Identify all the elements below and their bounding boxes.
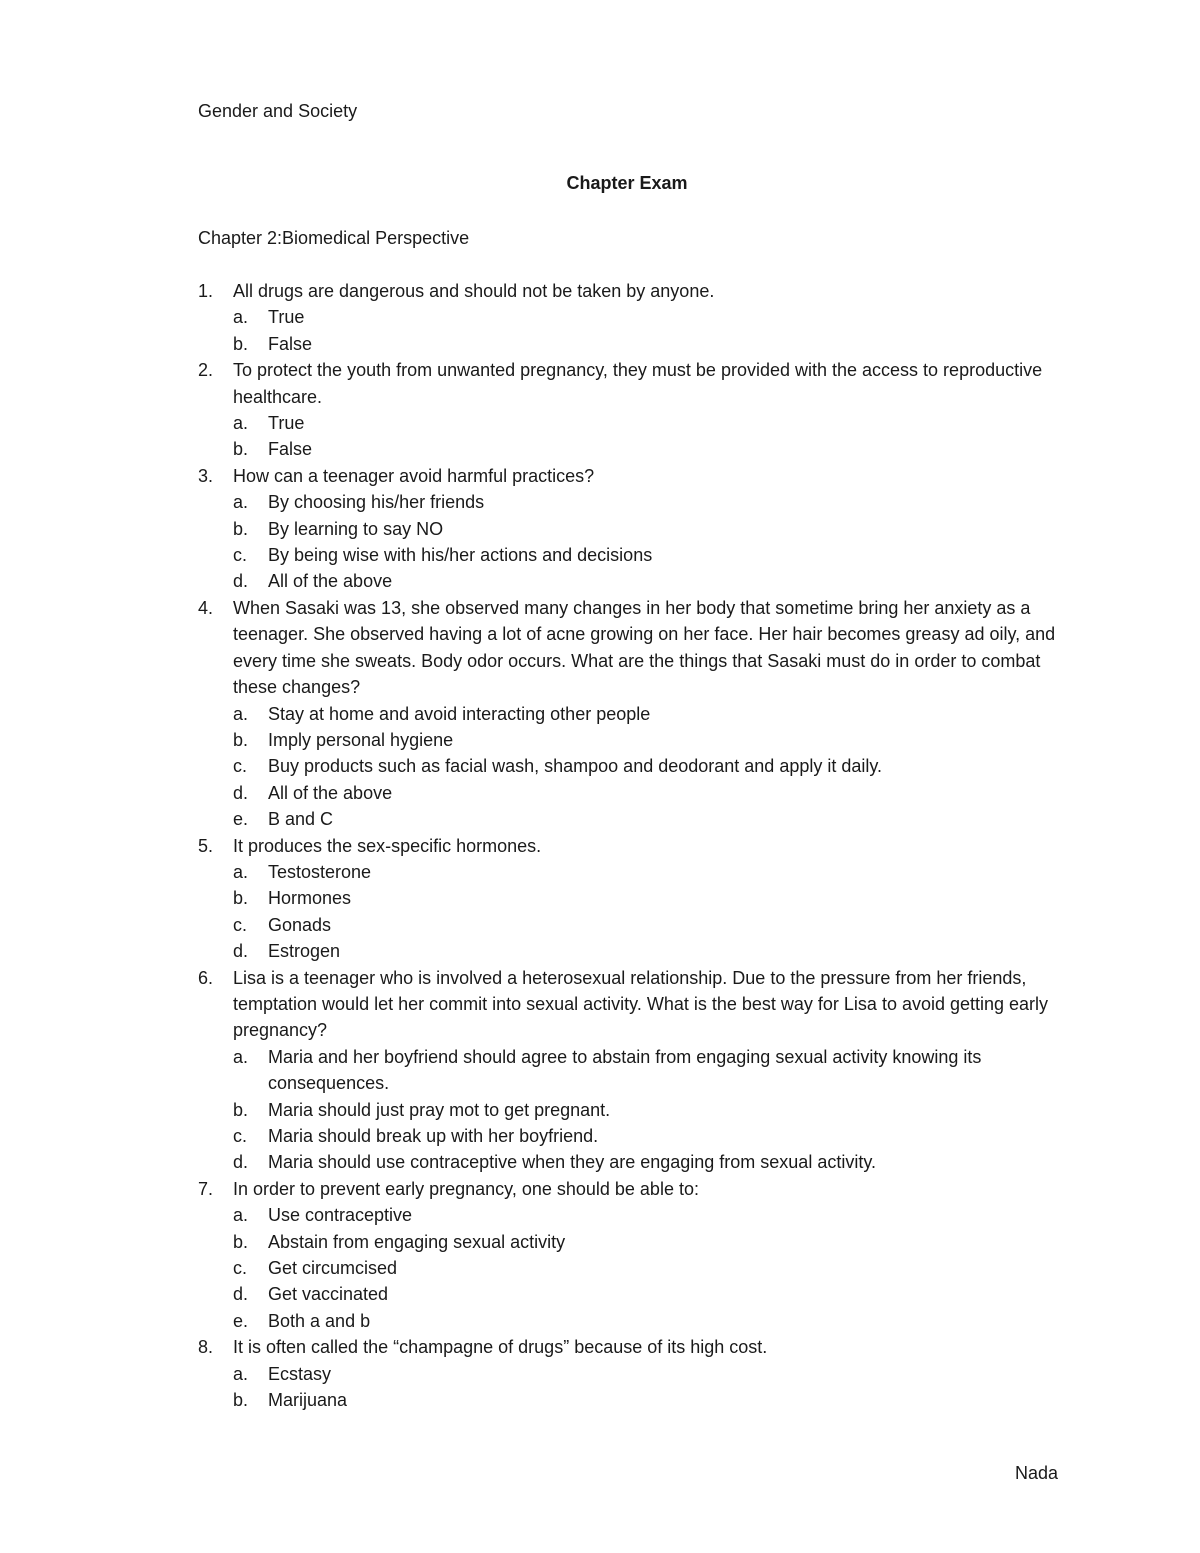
answer-option	[233, 516, 1068, 542]
option-letter: d.	[233, 782, 249, 803]
answer-option	[233, 885, 1068, 911]
option-letter: a.	[233, 1046, 249, 1067]
question-number: 8.	[198, 1337, 214, 1358]
option-text: All of the above	[268, 571, 393, 592]
option-letter: d.	[233, 1152, 249, 1173]
option-text: By choosing his/her friends	[268, 492, 485, 513]
answer-option	[233, 1387, 1068, 1413]
answer-option	[233, 436, 1068, 462]
answer-option	[233, 1255, 1068, 1281]
option-text: True	[268, 413, 305, 434]
page-title: Chapter Exam	[566, 173, 688, 193]
answer-option	[233, 1044, 1068, 1097]
answer-option	[233, 304, 1068, 330]
course-name: Gender and Society	[198, 101, 358, 121]
question-item	[198, 1176, 1068, 1334]
option-letter: c.	[233, 756, 248, 777]
option-letter: b.	[233, 518, 249, 539]
question-item	[198, 357, 1068, 463]
question-number: 4.	[198, 597, 214, 618]
question-item	[198, 965, 1068, 1176]
answer-option	[233, 1097, 1068, 1123]
option-text: Use contraceptive	[268, 1205, 413, 1226]
question-text: When Sasaki was 13, she observed many changes in her body that sometime bring her anxiety as a teenager. She observed having a lot of acne growing on her face. Her hair becomes greasy ad oily, and every time she sweats. Body odor occurs. What are the things that Sasaki must do in order to combat these changes?	[233, 597, 1056, 698]
option-letter: d.	[233, 571, 249, 592]
question-number: 5.	[198, 835, 214, 856]
answer-option	[233, 1149, 1068, 1175]
option-text: False	[268, 439, 313, 460]
option-list	[233, 1202, 1068, 1334]
option-text: Hormones	[268, 888, 352, 909]
question-text: Lisa is a teenager who is involved a heterosexual relationship. Due to the pressure from her friends, temptation would let her commit into sexual activity. What is the best way for Lisa to avoid getting early pregnancy?	[233, 967, 1049, 1041]
question-item	[198, 1334, 1068, 1413]
question-item	[198, 278, 1068, 357]
chapter-heading: Chapter 2:Biomedical Perspective	[198, 228, 470, 248]
question-number: 3.	[198, 465, 214, 486]
answer-option	[233, 489, 1068, 515]
option-text: Get circumcised	[268, 1258, 398, 1279]
option-list	[233, 701, 1068, 833]
option-letter: a.	[233, 703, 249, 724]
option-letter: b.	[233, 439, 249, 460]
option-text: Imply personal hygiene	[268, 729, 454, 750]
option-text: Estrogen	[268, 941, 341, 962]
answer-option	[233, 701, 1068, 727]
option-letter: a.	[233, 307, 249, 328]
option-text: By learning to say NO	[268, 518, 444, 539]
answer-option	[233, 568, 1068, 594]
question-item	[198, 595, 1068, 833]
option-text: Maria should break up with her boyfriend.	[268, 1126, 599, 1146]
question-number: 1.	[198, 281, 214, 301]
option-text: Maria should just pray mot to get pregnant.	[268, 1099, 611, 1120]
option-text: Both a and b	[268, 1310, 371, 1331]
question-number: 7.	[198, 1178, 214, 1199]
question-text: It produces the sex-specific hormones.	[233, 835, 542, 856]
option-letter: d.	[233, 1284, 249, 1305]
option-letter: a.	[233, 413, 249, 434]
option-text: B and C	[268, 809, 334, 830]
option-letter: a.	[233, 1205, 249, 1226]
option-letter: e.	[233, 809, 249, 830]
answer-option	[233, 1123, 1068, 1149]
answer-option	[233, 938, 1068, 964]
option-letter: b.	[233, 729, 249, 750]
answer-option	[233, 1308, 1068, 1334]
option-list	[233, 304, 1068, 357]
option-list	[233, 859, 1068, 965]
option-text: Stay at home and avoid interacting other people	[268, 703, 651, 724]
option-text: Maria and her boyfriend should agree to abstain from engaging sexual activity knowing its consequences.	[268, 1046, 982, 1094]
option-letter: b.	[233, 1390, 249, 1411]
question-list	[198, 278, 1068, 1413]
option-text: True	[268, 307, 305, 328]
option-text: Get vaccinated	[268, 1284, 389, 1305]
option-text: Marijuana	[268, 1390, 348, 1411]
option-text: False	[268, 333, 313, 354]
option-letter: c.	[233, 1126, 248, 1146]
answer-option	[233, 331, 1068, 357]
option-list	[233, 410, 1068, 463]
option-letter: a.	[233, 492, 249, 513]
option-text: Testosterone	[268, 861, 372, 882]
option-list	[233, 1044, 1068, 1176]
question-number: 2.	[198, 360, 214, 381]
option-letter: a.	[233, 861, 249, 882]
answer-option	[233, 727, 1068, 753]
option-text: Gonads	[268, 914, 332, 935]
option-text: Abstain from engaging sexual activity	[268, 1231, 566, 1252]
answer-option	[233, 1202, 1068, 1228]
answer-option	[233, 1361, 1068, 1387]
question-item	[198, 833, 1068, 965]
answer-option	[233, 1281, 1068, 1307]
option-letter: c.	[233, 914, 248, 935]
question-text: To protect the youth from unwanted pregnancy, they must be provided with the access to reproductive healthcare.	[233, 360, 1043, 407]
answer-option	[233, 806, 1068, 832]
option-letter: a.	[233, 1363, 249, 1384]
option-text: All of the above	[268, 782, 393, 803]
option-text: Maria should use contraceptive when they are engaging from sexual activity.	[268, 1152, 876, 1173]
answer-option	[233, 1229, 1068, 1255]
answer-option	[233, 912, 1068, 938]
option-letter: e.	[233, 1310, 249, 1331]
option-text: Buy products such as facial wash, shampoo and deodorant and apply it daily.	[268, 756, 883, 777]
answer-option	[233, 859, 1068, 885]
question-text: It is often called the “champagne of drugs” because of its high cost.	[233, 1337, 768, 1358]
question-item	[198, 463, 1068, 595]
footer-name: Nada	[1014, 1463, 1058, 1483]
option-list	[233, 489, 1068, 595]
option-letter: b.	[233, 1231, 249, 1252]
option-text: Ecstasy	[268, 1363, 332, 1384]
option-letter: b.	[233, 1099, 249, 1120]
answer-option	[233, 753, 1068, 779]
option-letter: c.	[233, 1258, 248, 1279]
option-letter: b.	[233, 888, 249, 909]
answer-option	[233, 780, 1068, 806]
option-letter: b.	[233, 333, 249, 354]
question-text: How can a teenager avoid harmful practices?	[233, 465, 595, 486]
question-number: 6.	[198, 967, 214, 988]
option-letter: c.	[233, 545, 248, 566]
option-letter: d.	[233, 941, 249, 962]
answer-option	[233, 410, 1068, 436]
option-text: By being wise with his/her actions and decisions	[268, 545, 653, 566]
question-text: In order to prevent early pregnancy, one should be able to:	[233, 1178, 699, 1199]
question-text: All drugs are dangerous and should not be taken by anyone.	[233, 281, 715, 301]
answer-option	[233, 542, 1068, 568]
option-list	[233, 1361, 1068, 1414]
